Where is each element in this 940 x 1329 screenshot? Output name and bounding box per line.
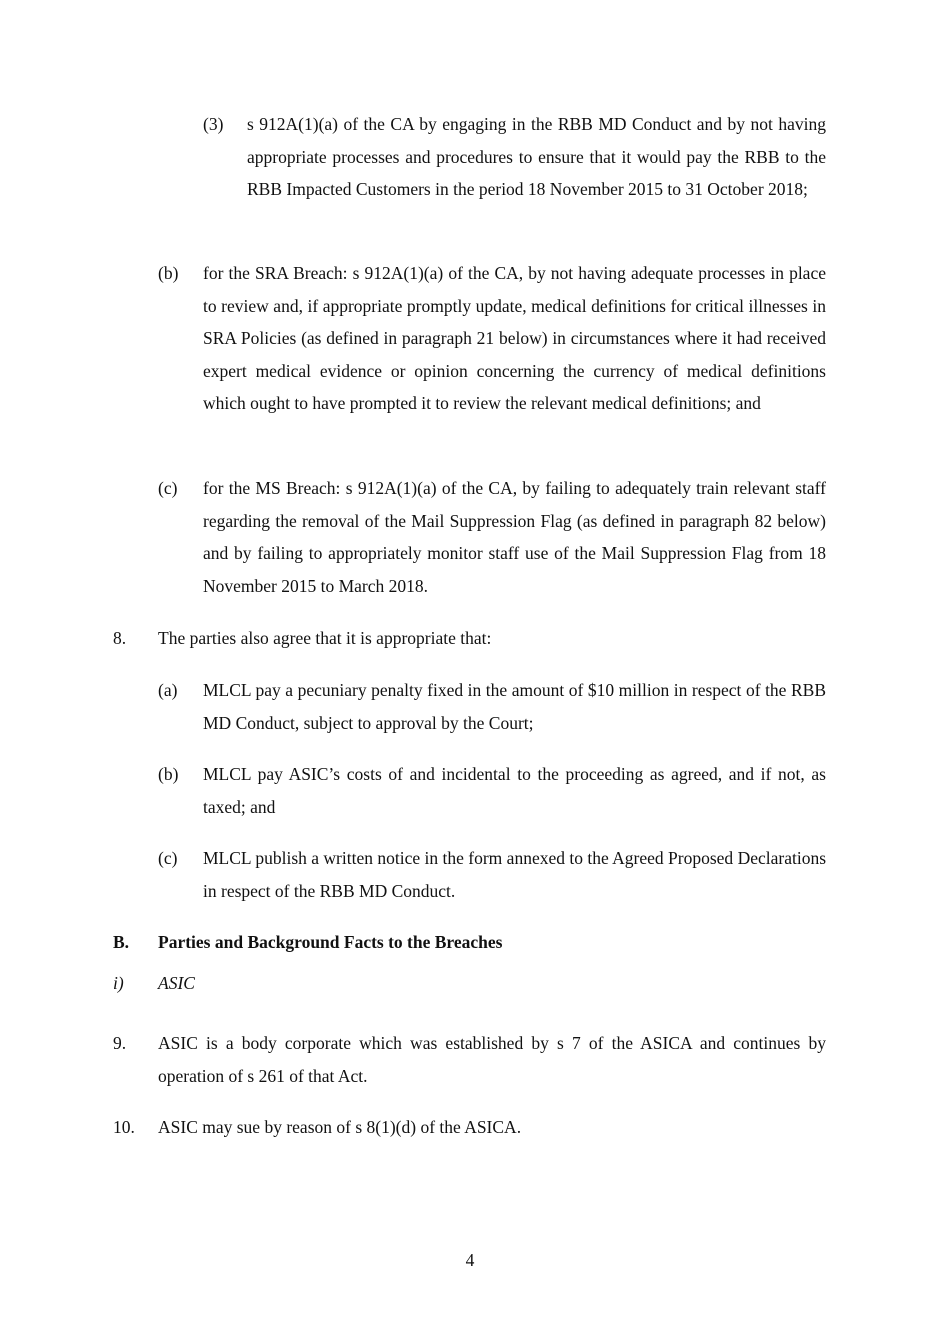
paragraph-number: 9. (113, 1033, 127, 1053)
paragraph-text: for the MS Breach: s 912A(1)(a) of the CA, by failing to adequately train relevant staff regarding the removal of the Mail Suppression Flag (as defined in paragraph 82 below) and by failing to appropriately monitor staff use of the Mail Suppression Flag from 18 November 2015 to March 2018. (203, 478, 826, 596)
item-number: (c) (158, 848, 178, 868)
paragraph-text: s 912A(1)(a) of the CA by engaging in the RBB MD Conduct and by not having appropriate processes and procedures to ensure that it would pay the RBB to the RBB Impacted Customers in the period 18 November 2015 to 31 October 2018; (247, 114, 826, 200)
item-number: (b) (158, 263, 179, 283)
paragraph-text: The parties also agree that it is appropriate that: (158, 628, 492, 648)
paragraph-number: 8. (113, 628, 127, 648)
paragraph-text: ASIC is a body corporate which was established by s 7 of the ASICA and continues by operation of s 261 of that Act. (158, 1033, 826, 1086)
subsection-heading: ASIC (158, 973, 195, 993)
page-number: 4 (465, 1250, 475, 1270)
item-number: (3) (203, 114, 224, 134)
paragraph-text: MLCL pay a pecuniary penalty fixed in the amount of $10 million in respect of the RBB MD Conduct, subject to approval by the Court; (203, 680, 826, 733)
paragraph-text: MLCL pay ASIC’s costs of and incidental to the proceeding as agreed, and if not, as taxed; and (203, 764, 826, 817)
paragraph-number: 10. (113, 1117, 135, 1137)
item-number: (c) (158, 478, 178, 498)
item-number: (a) (158, 680, 178, 700)
section-number: B. (113, 932, 130, 952)
section-heading: Parties and Background Facts to the Breaches (158, 932, 503, 952)
item-number: (b) (158, 764, 179, 784)
paragraph-text: MLCL publish a written notice in the form annexed to the Agreed Proposed Declarations in respect of the RBB MD Conduct. (203, 848, 826, 901)
paragraph-text: for the SRA Breach: s 912A(1)(a) of the CA, by not having adequate processes in place to review and, if appropriate promptly update, medical definitions for critical illnesses in SRA Policies (as defined in paragraph 21 below) in circumstances where it had received expert medical evidence or opinion concerning the currency of medical definitions which ought to have prompted it to review the relevant medical definitions; and (203, 263, 826, 414)
paragraph-text: ASIC may sue by reason of s 8(1)(d) of the ASICA. (158, 1117, 522, 1137)
subsection-number: i) (113, 973, 124, 993)
